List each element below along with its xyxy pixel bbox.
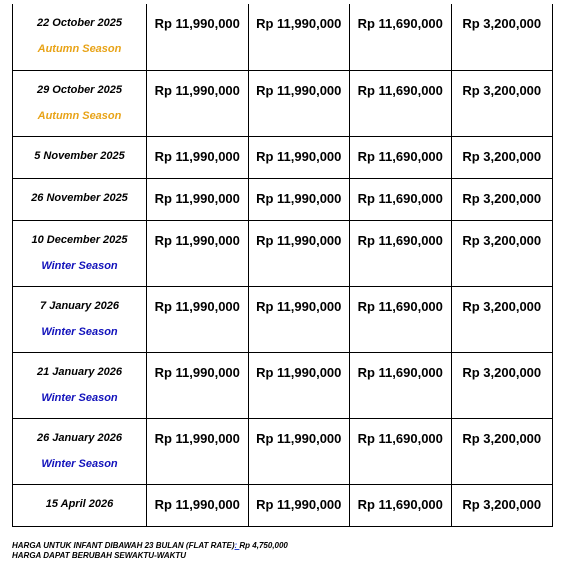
season-label: Winter Season — [41, 391, 118, 404]
price-value: Rp 11,990,000 — [256, 190, 342, 206]
price-cell — [147, 220, 249, 286]
departure-date: 15 April 2026 — [45, 497, 114, 510]
price-cell — [451, 70, 553, 136]
price-cell — [248, 484, 350, 526]
price-value: Rp 11,990,000 — [256, 232, 342, 248]
price-cell — [248, 178, 350, 220]
price-cell — [147, 4, 249, 70]
table-row — [13, 136, 553, 178]
departure-date: 26 November 2025 — [31, 191, 128, 204]
price-value: Rp 11,990,000 — [154, 82, 240, 98]
price-value: Rp 11,990,000 — [154, 364, 240, 380]
price-cell — [248, 286, 350, 352]
season-label: Winter Season — [41, 259, 118, 272]
price-cell — [147, 136, 249, 178]
infant-note-price: Rp 4,750,000 — [239, 541, 288, 550]
price-value: Rp 11,990,000 — [256, 364, 342, 380]
price-cell — [451, 286, 553, 352]
price-cell — [451, 220, 553, 286]
price-cell — [248, 136, 350, 178]
price-value: Rp 11,990,000 — [154, 148, 240, 164]
price-value: Rp 11,690,000 — [357, 16, 443, 31]
price-value: Rp 11,990,000 — [256, 82, 342, 98]
departure-date-cell — [13, 418, 147, 484]
price-cell — [451, 4, 553, 70]
price-change-note: HARGA DAPAT BERUBAH SEWAKTU-WAKTU — [12, 551, 187, 560]
table-row — [13, 286, 553, 352]
price-value: Rp 11,990,000 — [256, 430, 342, 446]
price-value: Rp 11,690,000 — [357, 496, 443, 512]
price-value: Rp 3,200,000 — [462, 16, 542, 31]
price-value: Rp 11,990,000 — [154, 298, 240, 314]
departure-date-cell — [13, 178, 147, 220]
departure-date-cell — [13, 352, 147, 418]
price-table — [12, 4, 553, 527]
price-cell — [451, 136, 553, 178]
price-cell — [451, 352, 553, 418]
price-cell — [248, 4, 350, 70]
departure-date-cell — [13, 70, 147, 136]
departure-date: 7 January 2026 — [40, 299, 119, 312]
price-value: Rp 11,690,000 — [357, 148, 443, 164]
price-cell — [350, 484, 452, 526]
table-row — [13, 484, 553, 526]
infant-price-note — [12, 541, 288, 551]
price-value: Rp 3,200,000 — [462, 232, 542, 248]
price-value: Rp 3,200,000 — [462, 148, 542, 164]
table-row — [13, 178, 553, 220]
price-value: Rp 3,200,000 — [462, 496, 542, 512]
departure-date: 21 January 2026 — [36, 365, 122, 378]
departure-date-cell — [13, 220, 147, 286]
table-row — [13, 220, 553, 286]
price-value: Rp 11,690,000 — [357, 364, 443, 380]
price-value: Rp 11,990,000 — [154, 16, 240, 31]
table-row — [13, 70, 553, 136]
departure-date: 10 December 2025 — [31, 233, 128, 246]
departure-date: 26 January 2026 — [36, 431, 122, 444]
price-cell — [147, 178, 249, 220]
price-value: Rp 11,690,000 — [357, 82, 443, 98]
season-label: Winter Season — [41, 325, 118, 338]
price-value: Rp 11,690,000 — [357, 430, 443, 446]
departure-date: 22 October 2025 — [37, 17, 122, 29]
price-cell — [451, 484, 553, 526]
table-row — [13, 352, 553, 418]
price-value: Rp 11,990,000 — [256, 148, 342, 164]
departure-date-cell — [13, 4, 147, 70]
price-table-body — [13, 4, 553, 526]
price-value: Rp 11,990,000 — [256, 496, 342, 512]
price-cell — [248, 418, 350, 484]
price-cell — [451, 418, 553, 484]
price-cell — [350, 352, 452, 418]
season-label: Autumn Season — [37, 109, 122, 122]
price-cell — [350, 418, 452, 484]
price-value: Rp 3,200,000 — [462, 364, 542, 380]
price-cell — [350, 70, 452, 136]
price-cell — [248, 352, 350, 418]
departure-date-cell — [13, 136, 147, 178]
price-cell — [350, 178, 452, 220]
price-cell — [451, 178, 553, 220]
table-row — [13, 418, 553, 484]
departure-date: 5 November 2025 — [34, 149, 125, 162]
price-cell — [147, 286, 249, 352]
price-value: Rp 11,690,000 — [357, 298, 443, 314]
price-value: Rp 3,200,000 — [462, 298, 542, 314]
price-value: Rp 11,990,000 — [154, 496, 240, 512]
price-cell — [350, 220, 452, 286]
price-value: Rp 11,990,000 — [256, 298, 342, 314]
departure-date-cell — [13, 484, 147, 526]
price-cell — [147, 418, 249, 484]
price-value: Rp 11,990,000 — [154, 190, 240, 206]
price-cell — [350, 286, 452, 352]
price-value: Rp 11,690,000 — [357, 190, 443, 206]
table-row — [13, 4, 553, 70]
departure-date-cell — [13, 286, 147, 352]
price-value: Rp 3,200,000 — [462, 190, 542, 206]
departure-date: 29 October 2025 — [37, 83, 122, 96]
price-value: Rp 11,690,000 — [357, 232, 443, 248]
infant-note-label: HARGA UNTUK INFANT DIBAWAH 23 BULAN (FLAT RATE) — [12, 541, 235, 550]
price-cell — [350, 4, 452, 70]
price-value: Rp 3,200,000 — [462, 430, 542, 446]
price-value: Rp 3,200,000 — [462, 82, 542, 98]
price-cell — [248, 70, 350, 136]
price-value: Rp 11,990,000 — [154, 232, 240, 248]
price-cell — [350, 136, 452, 178]
price-cell — [147, 70, 249, 136]
infant-note-separator: : — [234, 541, 240, 550]
price-value: Rp 11,990,000 — [154, 430, 240, 446]
price-cell — [147, 352, 249, 418]
price-value: Rp 11,990,000 — [256, 16, 342, 31]
season-label: Winter Season — [41, 457, 118, 470]
price-cell — [147, 484, 249, 526]
price-cell — [248, 220, 350, 286]
season-label: Autumn Season — [37, 43, 122, 55]
